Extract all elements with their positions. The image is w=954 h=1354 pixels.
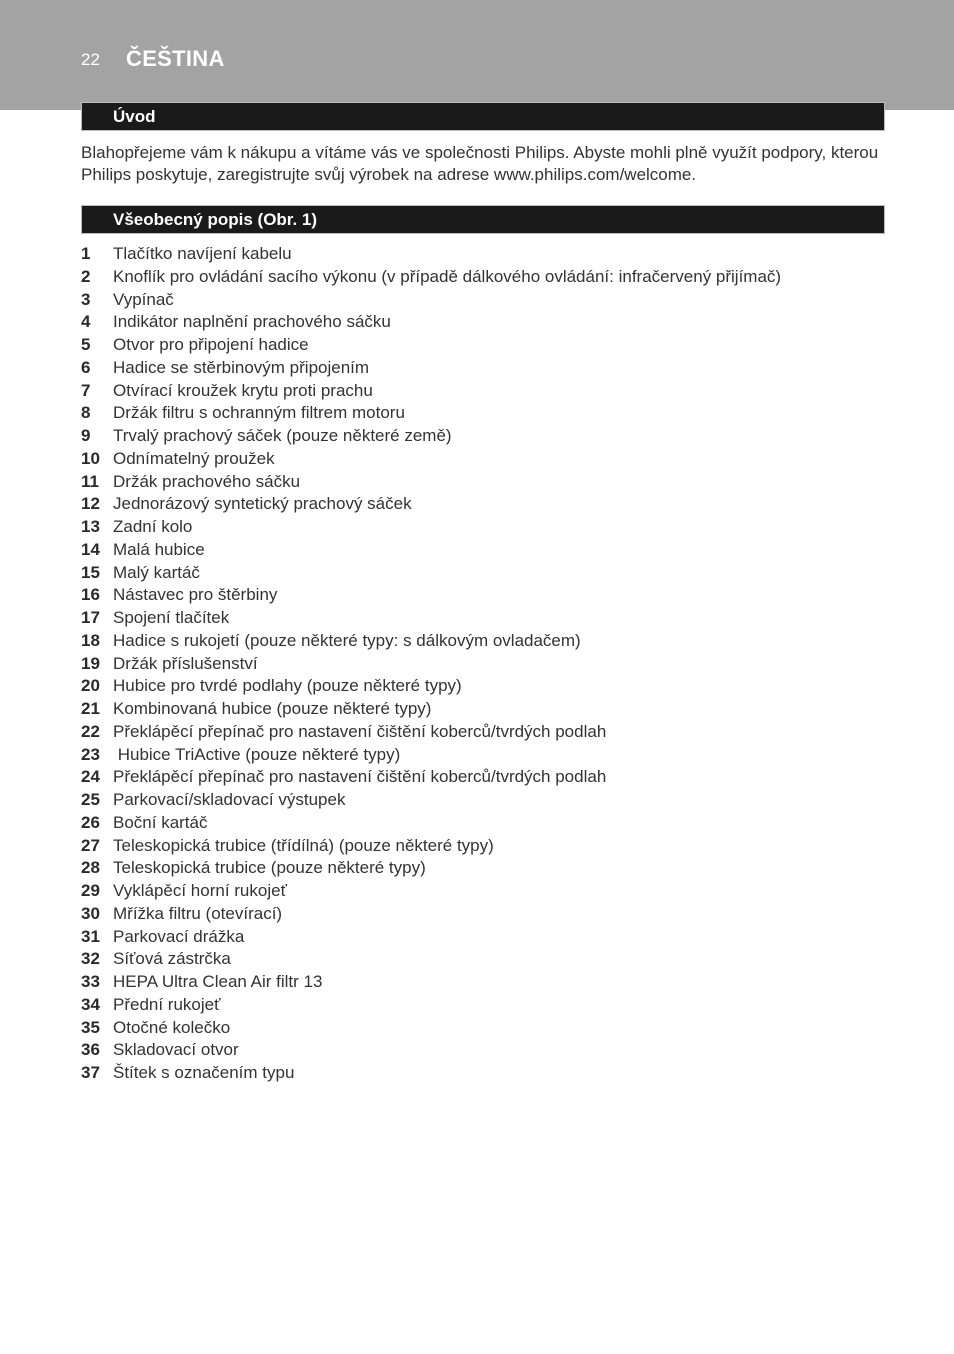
part-label: Indikátor naplnění prachového sáčku <box>113 312 391 332</box>
part-number: 9 <box>81 426 91 445</box>
list-item <box>81 721 887 744</box>
part-number: 28 <box>81 858 100 878</box>
list-item <box>81 357 887 380</box>
part-number: 12 <box>81 494 100 514</box>
part-label: Držák filtru s ochranným filtrem motoru <box>113 403 405 423</box>
part-label: Skladovací otvor <box>113 1040 239 1060</box>
list-item <box>81 562 887 585</box>
list-item <box>81 539 887 562</box>
part-label: Spojení tlačítek <box>113 608 230 627</box>
list-item <box>81 903 887 926</box>
part-number: 5 <box>81 335 91 354</box>
part-number: 24 <box>81 767 100 787</box>
list-item <box>81 402 887 425</box>
part-number: 29 <box>81 881 100 900</box>
part-label: Překlápěcí přepínač pro nastavení čištění koberců/tvrdých podlah <box>113 721 607 741</box>
part-number: 1 <box>81 244 91 263</box>
part-label: Malý kartáč <box>113 562 200 582</box>
part-label: Parkovací drážka <box>113 926 245 946</box>
list-item <box>81 766 887 789</box>
part-number: 36 <box>81 1040 100 1060</box>
part-label: Otočné kolečko <box>113 1017 231 1037</box>
part-number: 16 <box>81 585 100 605</box>
part-label: Otvor pro připojení hadice <box>113 335 309 354</box>
list-item <box>81 835 887 858</box>
part-label: Kombinovaná hubice (pouze některé typy) <box>113 699 432 718</box>
intro-paragraph: Blahopřejeme vám k nákupu a vítáme vás ve společnosti Philips. Abyste mohli plně využít podpory, kterou Philips poskytuje, zaregistrujte svůj výrobek na adrese www.philips.com/welcome. <box>81 143 879 184</box>
part-label: Hadice se stěrbinovým připojením <box>113 357 370 377</box>
part-number: 4 <box>81 312 91 332</box>
part-label: Hubice TriActive (pouze některé typy) <box>113 744 401 764</box>
part-label: Štítek s označením typu <box>113 1063 295 1082</box>
list-item <box>81 948 887 971</box>
list-item <box>81 994 887 1017</box>
part-number: 7 <box>81 380 91 400</box>
part-label: Přední rukojeť <box>113 994 221 1014</box>
list-item <box>81 857 887 880</box>
part-number: 8 <box>81 403 91 423</box>
part-number: 17 <box>81 608 100 627</box>
part-label: Hadice s rukojetí (pouze některé typy: s dálkovým ovladačem) <box>113 630 581 650</box>
list-item <box>81 1062 887 1085</box>
part-label: Teleskopická trubice (třídílná) (pouze některé typy) <box>113 835 494 855</box>
part-label: Tlačítko navíjení kabelu <box>113 244 292 263</box>
part-number: 18 <box>81 630 100 650</box>
part-number: 10 <box>81 448 100 468</box>
list-item <box>81 289 887 312</box>
list-item <box>81 630 887 653</box>
part-label: Teleskopická trubice (pouze některé typy) <box>113 858 426 878</box>
part-number: 14 <box>81 539 100 559</box>
section-heading-intro <box>81 102 885 131</box>
part-number: 22 <box>81 721 100 741</box>
list-item <box>81 471 887 494</box>
part-label: Malá hubice <box>113 539 205 559</box>
part-number: 2 <box>81 266 91 286</box>
part-number: 30 <box>81 903 100 923</box>
part-number: 37 <box>81 1063 100 1082</box>
language-title: ČEŠTINA <box>126 46 225 71</box>
part-number: 3 <box>81 289 91 309</box>
part-label: Držák prachového sáčku <box>113 471 301 491</box>
part-label: Mřížka filtru (otevírací) <box>113 903 283 923</box>
part-label: Zadní kolo <box>113 517 193 536</box>
part-label: Vypínač <box>113 289 174 309</box>
part-number: 13 <box>81 517 100 536</box>
part-label: Síťová zástrčka <box>113 949 231 969</box>
part-number: 15 <box>81 562 100 582</box>
part-number: 31 <box>81 926 100 946</box>
page-header <box>0 0 954 110</box>
part-number: 19 <box>81 653 100 673</box>
list-item <box>81 744 887 767</box>
list-item <box>81 334 887 357</box>
part-label: Trvalý prachový sáček (pouze některé země) <box>113 426 452 445</box>
part-number: 35 <box>81 1017 100 1037</box>
list-item <box>81 880 887 903</box>
list-item <box>81 493 887 516</box>
list-item <box>81 812 887 835</box>
part-number: 32 <box>81 949 100 969</box>
list-item <box>81 266 887 289</box>
list-item <box>81 311 887 334</box>
part-number: 20 <box>81 676 100 696</box>
list-item <box>81 653 887 676</box>
list-item <box>81 698 887 721</box>
list-item <box>81 425 887 448</box>
list-item <box>81 1017 887 1040</box>
part-label: Parkovací/skladovací výstupek <box>113 790 346 809</box>
part-label: Překlápěcí přepínač pro nastavení čištění koberců/tvrdých podlah <box>113 767 607 787</box>
part-label: Vyklápěcí horní rukojeť <box>113 881 287 900</box>
part-number: 25 <box>81 790 100 809</box>
list-item <box>81 971 887 994</box>
part-label: Nástavec pro štěrbiny <box>113 585 278 605</box>
part-label: Knoflík pro ovládání sacího výkonu (v případě dálkového ovládání: infračervený přijímač) <box>113 266 782 286</box>
part-number: 27 <box>81 835 100 855</box>
part-label: Otvírací kroužek krytu proti prachu <box>113 380 373 400</box>
list-item <box>81 675 887 698</box>
list-item <box>81 516 887 539</box>
section-title-description: Všeobecný popis (Obr. 1) <box>113 210 318 229</box>
part-label: Držák příslušenství <box>113 653 258 673</box>
list-item <box>81 243 887 266</box>
parts-list <box>81 243 887 1085</box>
page-number: 22 <box>81 50 100 69</box>
part-number: 11 <box>81 471 99 491</box>
part-number: 34 <box>81 994 100 1014</box>
list-item <box>81 926 887 949</box>
part-number: 33 <box>81 972 100 991</box>
part-label: Odnímatelný proužek <box>113 448 275 468</box>
part-number: 6 <box>81 357 91 377</box>
part-label: Hubice pro tvrdé podlahy (pouze některé typy) <box>113 676 462 696</box>
list-item <box>81 607 887 630</box>
list-item <box>81 584 887 607</box>
part-label: Jednorázový syntetický prachový sáček <box>113 494 412 514</box>
part-number: 23 <box>81 744 100 764</box>
part-number: 26 <box>81 812 100 832</box>
list-item <box>81 1039 887 1062</box>
section-heading-description <box>81 205 885 234</box>
part-label: Boční kartáč <box>113 812 208 832</box>
part-label: HEPA Ultra Clean Air filtr 13 <box>113 972 323 991</box>
section-title-intro: Úvod <box>113 107 156 126</box>
list-item <box>81 448 887 471</box>
list-item <box>81 380 887 403</box>
part-number: 21 <box>81 699 100 718</box>
list-item <box>81 789 887 812</box>
